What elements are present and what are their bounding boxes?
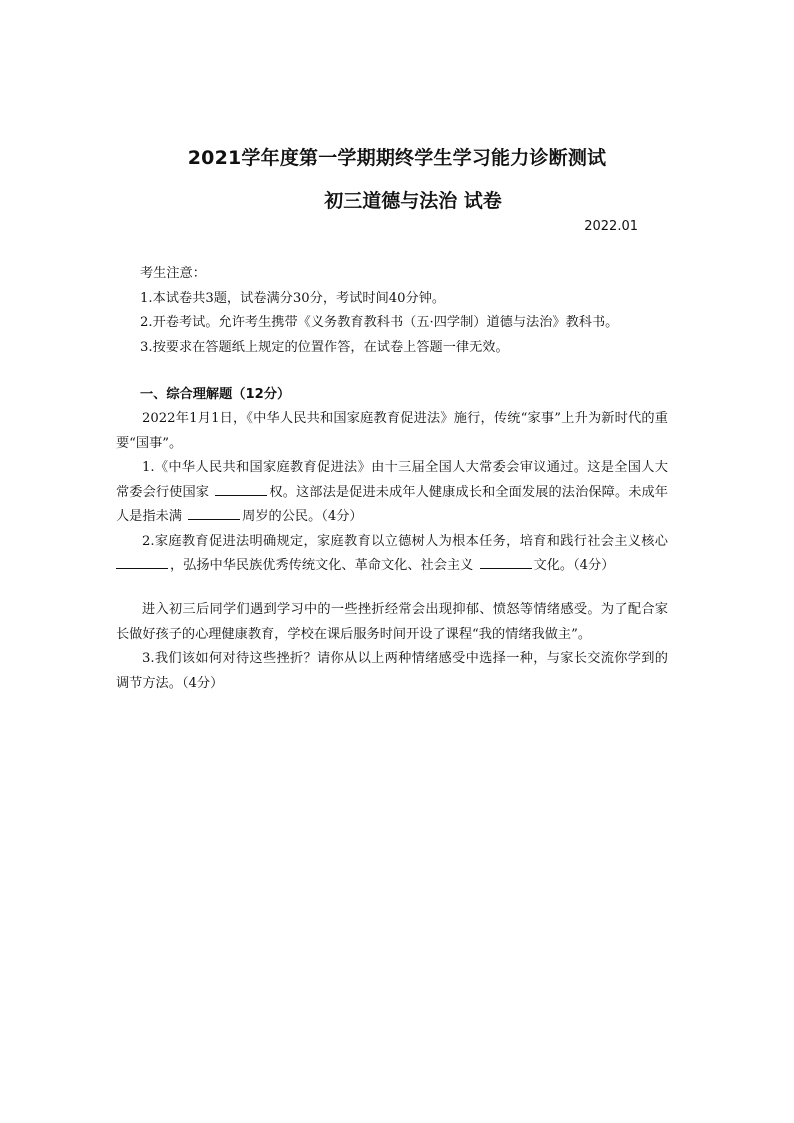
section-1-intro: 2022年1月1日，《中华人民共和国家庭教育促进法》施行，传统“家事”上升为新时代的重要“国事”。 [116,411,668,451]
question-2-text-a: 2.家庭教育促进法明确规定，家庭教育以立德树人为根本任务，培育和践行社会主义核心 [142,533,668,549]
answer-blank[interactable] [188,505,240,520]
question-1-text-a: 1.《中华人民共和国家庭教育促进法》由十三届全国人大常委会审议通过。这是全国人大常委会行使国家 [116,460,668,500]
question-2 [116,530,668,579]
section-heading: 一、综合理解题（12分） [140,387,291,402]
question-2-text-b: ，弘扬中华民族优秀传统文化、革命文化、社会主义 [170,558,474,573]
notes-item: 2.开卷考试。允许考生携带《义务教育教科书（五·四学制）道德与法治》教科书。 [140,315,619,330]
question-2-text-c: 文化。（4分） [533,558,615,573]
exam-title: 2021学年度第一学期期终学生学习能力诊断测试 [187,147,607,169]
candidate-notes [116,262,668,360]
answer-blank[interactable] [215,481,267,496]
section-1-body [116,407,668,579]
section-2-body [116,598,668,696]
answer-blank[interactable] [480,554,532,569]
exam-subtitle: 初三道德与法治 试卷 [324,190,502,212]
question-1 [116,456,668,530]
section-2-intro: 进入初三后同学们遇到学习中的一些挫折经常会出现抑郁、愤怒等情绪感受。为了配合家长做好孩子的心理健康教育，学校在课后服务时间开设了课程“我的情绪我做主”。 [116,602,668,642]
question-1-text-b: 权。这部法是促进未成年人健康成长和全面发展的法治保障。未成年人是指未满 [116,484,668,524]
question-1-text-c: 周岁的公民。（4分） [242,509,363,524]
exam-date: 2022.01 [584,219,638,234]
question-3: 3.我们该如何对待这些挫折？请你从以上两种情绪感受中选择一种，与家长交流你学到的调节方法。（4分） [116,651,668,691]
notes-heading: 考生注意： [140,266,206,281]
answer-blank[interactable] [116,554,168,569]
notes-item: 3.按要求在答题纸上规定的位置作答，在试卷上答题一律无效。 [140,339,509,355]
notes-item: 1.本试卷共3题，试卷满分30分，考试时间40分钟。 [140,290,446,306]
